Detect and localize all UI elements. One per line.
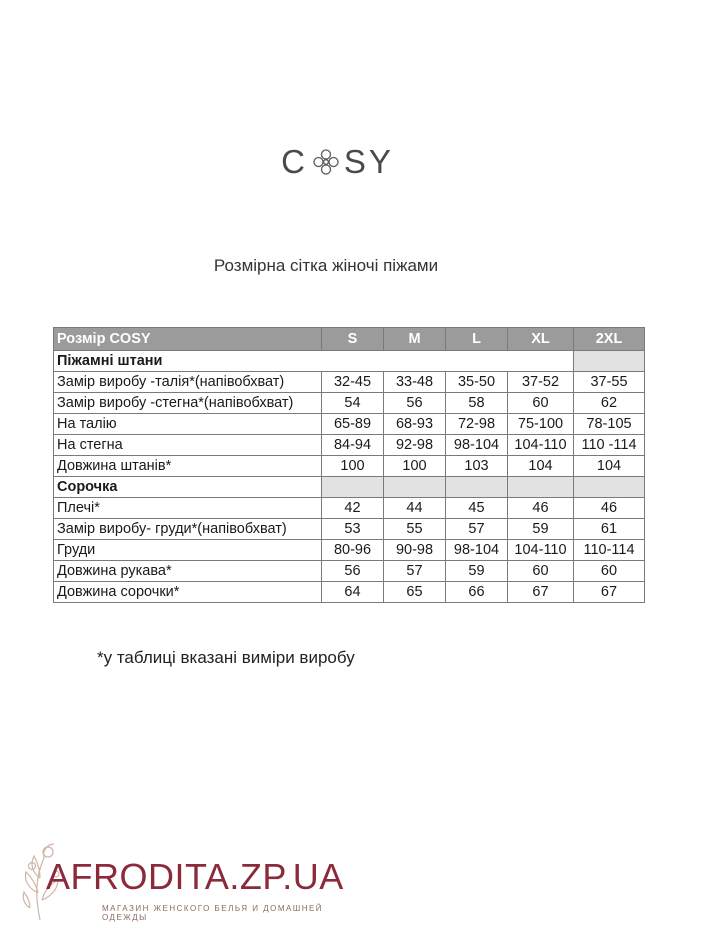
cell-value: 65 <box>384 582 446 603</box>
row-label: Груди <box>54 540 322 561</box>
flower-icon <box>311 147 341 177</box>
row-label: Довжина сорочки* <box>54 582 322 603</box>
header-size-2xl: 2XL <box>574 328 645 351</box>
cell-value: 66 <box>446 582 508 603</box>
row-label: На стегна <box>54 435 322 456</box>
cell-value: 104 <box>508 456 574 477</box>
cell-value: 53 <box>322 519 384 540</box>
section-fill <box>574 477 645 498</box>
header-size-s: S <box>322 328 384 351</box>
cell-value: 92-98 <box>384 435 446 456</box>
table-row <box>54 582 645 603</box>
cell-value: 104-110 <box>508 435 574 456</box>
cell-value: 68-93 <box>384 414 446 435</box>
row-label: Замір виробу -талія*(напівобхват) <box>54 372 322 393</box>
table-row <box>54 393 645 414</box>
cell-value: 35-50 <box>446 372 508 393</box>
cell-value: 54 <box>322 393 384 414</box>
watermark-tagline: МАГАЗИН ЖЕНСКОГО БЕЛЬЯ И ДОМАШНЕЙ ОДЕЖДЫ <box>102 904 324 922</box>
cell-value: 60 <box>508 561 574 582</box>
header-size-xl: XL <box>508 328 574 351</box>
row-label: Довжина рукава* <box>54 561 322 582</box>
section-row-shirt <box>54 477 645 498</box>
cell-value: 64 <box>322 582 384 603</box>
cell-value: 60 <box>574 561 645 582</box>
header-size-label: Розмір COSY <box>54 328 322 351</box>
cell-value: 100 <box>384 456 446 477</box>
cell-value: 90-98 <box>384 540 446 561</box>
cell-value: 100 <box>322 456 384 477</box>
table-row <box>54 456 645 477</box>
cell-value: 98-104 <box>446 435 508 456</box>
page-title: Розмірна сітка жіночі піжами <box>213 256 439 275</box>
cell-value: 32-45 <box>322 372 384 393</box>
table-row <box>54 540 645 561</box>
table-row <box>54 435 645 456</box>
watermark-logo <box>18 838 368 923</box>
section-fill <box>446 477 508 498</box>
cell-value: 67 <box>574 582 645 603</box>
cell-value: 44 <box>384 498 446 519</box>
cell-value: 33-48 <box>384 372 446 393</box>
cell-value: 56 <box>384 393 446 414</box>
section-title: Піжамні штани <box>54 351 574 372</box>
cell-value: 110 -114 <box>574 435 645 456</box>
row-label: Плечі* <box>54 498 322 519</box>
cosy-logo <box>270 140 405 184</box>
cell-value: 104 <box>574 456 645 477</box>
cell-value: 75-100 <box>508 414 574 435</box>
cell-value: 80-96 <box>322 540 384 561</box>
cell-value: 46 <box>508 498 574 519</box>
cell-value: 78-105 <box>574 414 645 435</box>
watermark-name: AFRODITA.ZP.UA <box>46 856 344 897</box>
cell-value: 67 <box>508 582 574 603</box>
row-label: Довжина штанів* <box>54 456 322 477</box>
cell-value: 46 <box>574 498 645 519</box>
cell-value: 110-114 <box>574 540 645 561</box>
cell-value: 98-104 <box>446 540 508 561</box>
cell-value: 55 <box>384 519 446 540</box>
table-row <box>54 519 645 540</box>
cell-value: 59 <box>446 561 508 582</box>
cell-value: 60 <box>508 393 574 414</box>
section-fill <box>574 351 645 372</box>
section-row-pants <box>54 351 645 372</box>
section-fill <box>384 477 446 498</box>
cell-value: 37-52 <box>508 372 574 393</box>
cell-value: 58 <box>446 393 508 414</box>
table-row <box>54 561 645 582</box>
cell-value: 59 <box>508 519 574 540</box>
footnote: *у таблиці вказані виміри виробу <box>97 648 355 667</box>
logo-text-left: C <box>281 143 308 180</box>
table-row <box>54 372 645 393</box>
section-title: Сорочка <box>54 477 322 498</box>
size-table <box>53 327 645 603</box>
row-label: Замір виробу -стегна*(напівобхват) <box>54 393 322 414</box>
cell-value: 65-89 <box>322 414 384 435</box>
cell-value: 61 <box>574 519 645 540</box>
section-fill <box>322 477 384 498</box>
table-row <box>54 498 645 519</box>
logo-text-right: SY <box>343 143 394 180</box>
cell-value: 103 <box>446 456 508 477</box>
cell-value: 56 <box>322 561 384 582</box>
cell-value: 84-94 <box>322 435 384 456</box>
table-row <box>54 414 645 435</box>
header-size-m: M <box>384 328 446 351</box>
table-header-row <box>54 328 645 351</box>
cell-value: 72-98 <box>446 414 508 435</box>
cell-value: 62 <box>574 393 645 414</box>
cell-value: 57 <box>384 561 446 582</box>
section-fill <box>508 477 574 498</box>
cell-value: 37-55 <box>574 372 645 393</box>
cell-value: 104-110 <box>508 540 574 561</box>
cell-value: 45 <box>446 498 508 519</box>
row-label: Замір виробу- груди*(напівобхват) <box>54 519 322 540</box>
cell-value: 42 <box>322 498 384 519</box>
header-size-l: L <box>446 328 508 351</box>
row-label: На талію <box>54 414 322 435</box>
cell-value: 57 <box>446 519 508 540</box>
